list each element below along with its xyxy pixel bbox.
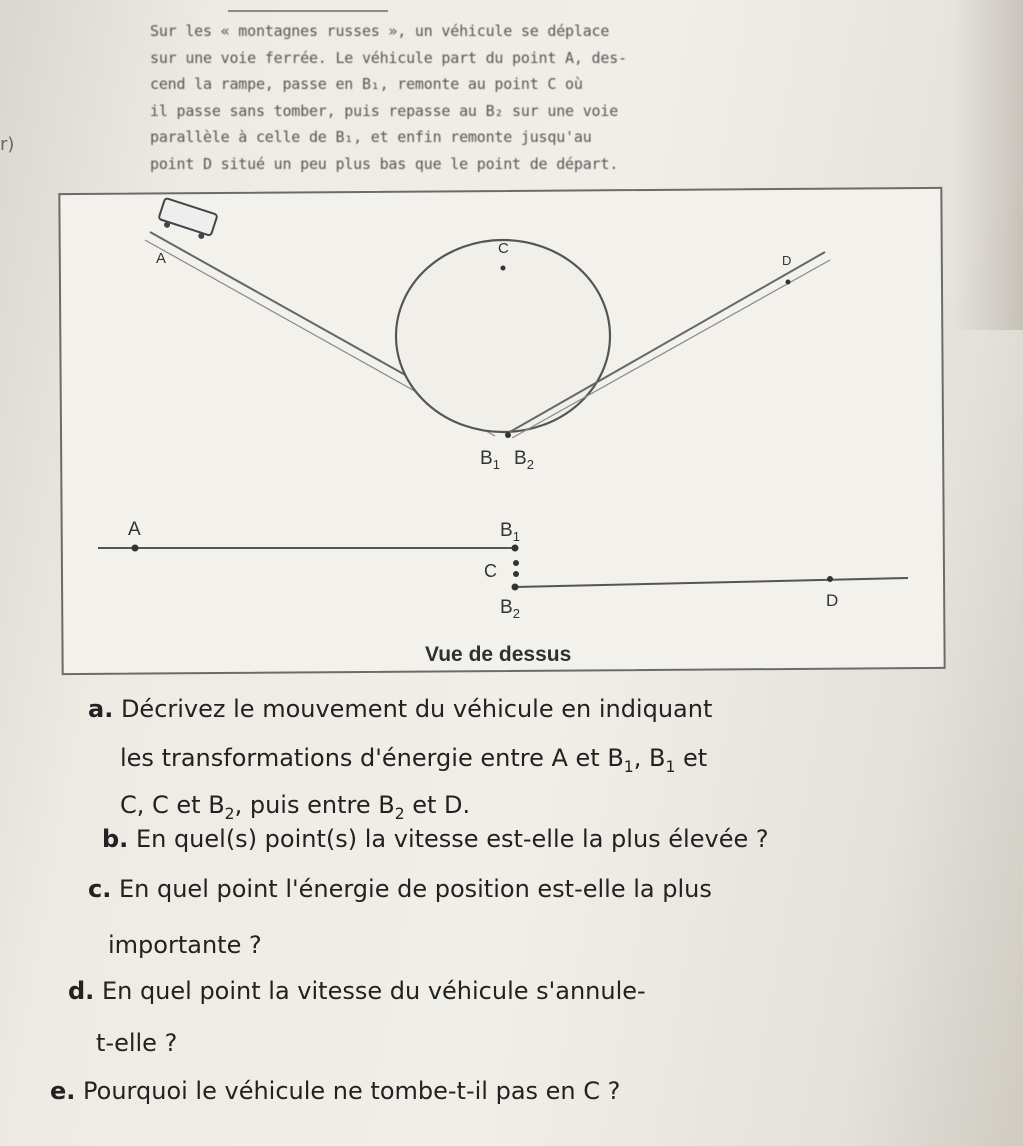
label-A-top: A bbox=[128, 519, 141, 540]
label-B2-top-sub: 2 bbox=[512, 605, 520, 621]
label-B1-letter: B bbox=[480, 448, 493, 469]
label-A-side: A bbox=[156, 250, 167, 267]
question-b-text: En quel(s) point(s) la vitesse est-elle la plus élevée ? bbox=[135, 825, 769, 853]
intro-line: point D situé un peu plus bas que le point de départ. bbox=[150, 154, 619, 173]
question-b-letter: b. bbox=[102, 825, 129, 853]
question-a-text3-post: et D. bbox=[404, 791, 471, 819]
question-c-line2: importante ? bbox=[108, 931, 262, 959]
label-C-side: C bbox=[498, 240, 509, 257]
intro-line: il passe sans tomber, puis repasse au B₂ sur une voie bbox=[150, 101, 619, 120]
top-rule bbox=[228, 10, 388, 12]
intro-line: parallèle à celle de B₁, et enfin remonte jusqu'au bbox=[150, 128, 592, 146]
question-a-text1: Décrivez le mouvement du véhicule en indiquant bbox=[120, 695, 713, 723]
question-a-text2-mid: , B bbox=[633, 744, 666, 772]
label-B2-side bbox=[514, 448, 534, 472]
top-view-D-dot bbox=[827, 576, 833, 582]
point-C-dot bbox=[501, 266, 506, 271]
question-a-line3 bbox=[120, 791, 470, 823]
intro-paragraph bbox=[150, 18, 860, 177]
question-a-text3-pre: C, C et B bbox=[120, 791, 225, 819]
label-B2-top-letter: B bbox=[500, 597, 513, 618]
question-a-text2-sub2: 1 bbox=[665, 757, 676, 776]
label-D-side: D bbox=[782, 253, 792, 268]
question-a-text3-sub1: 2 bbox=[224, 804, 235, 823]
question-a-text3-mid: , puis entre B bbox=[234, 791, 395, 819]
question-d-text1: En quel point la vitesse du véhicule s'annule- bbox=[101, 977, 646, 1005]
intro-line: Sur les « montagnes russes », un véhicule se déplace bbox=[150, 22, 610, 40]
page-edge-shadow bbox=[953, 0, 1023, 330]
intro-line: sur une voie ferrée. Le véhicule part du point A, des- bbox=[150, 48, 627, 67]
question-a-line1 bbox=[88, 695, 712, 723]
label-B1-top bbox=[500, 520, 520, 544]
figure-caption: Vue de dessus bbox=[425, 643, 572, 666]
question-a-text2-pre: les transformations d'énergie entre A et B bbox=[120, 744, 624, 772]
question-c-text1: En quel point l'énergie de position est-elle la plus bbox=[118, 875, 712, 903]
margin-mark: r) bbox=[0, 134, 15, 155]
label-C-top: C bbox=[484, 561, 497, 581]
question-c-letter: c. bbox=[88, 875, 112, 903]
point-B-dot bbox=[505, 432, 511, 438]
question-d-letter: d. bbox=[68, 977, 95, 1005]
top-view-track-D bbox=[515, 578, 908, 587]
label-B1-top-letter: B bbox=[500, 520, 513, 541]
question-a-line2 bbox=[120, 744, 707, 776]
label-B1-side bbox=[480, 448, 500, 472]
label-D-top: D bbox=[826, 591, 839, 610]
label-B1-top-sub: 1 bbox=[512, 528, 520, 544]
question-a-text3-sub2: 2 bbox=[394, 804, 405, 823]
point-D-dot bbox=[786, 280, 791, 285]
question-e-text: Pourquoi le véhicule ne tombe-t-il pas en C ? bbox=[83, 1077, 621, 1105]
question-e-letter: e. bbox=[50, 1077, 76, 1105]
top-view-C-dot-upper bbox=[513, 560, 519, 566]
label-B1-sub: 1 bbox=[492, 456, 500, 472]
question-e bbox=[50, 1077, 620, 1105]
question-a-text2-sub1: 1 bbox=[623, 757, 634, 776]
question-c-line1 bbox=[88, 875, 712, 903]
question-b bbox=[102, 825, 769, 853]
label-B2-top bbox=[500, 597, 520, 621]
question-a-text2-post: et bbox=[675, 744, 708, 772]
top-view-A-dot bbox=[132, 545, 139, 552]
question-d-line1 bbox=[68, 977, 646, 1005]
top-view-B2-dot bbox=[512, 584, 519, 591]
label-B2-letter: B bbox=[514, 448, 527, 469]
cart-icon bbox=[157, 198, 218, 242]
label-B2-sub: 2 bbox=[526, 456, 534, 472]
intro-line: cend la rampe, passe en B₁, remonte au point C où bbox=[150, 75, 583, 93]
question-d-line2: t-elle ? bbox=[96, 1029, 178, 1057]
top-view-B1-dot bbox=[512, 545, 519, 552]
question-a-letter: a. bbox=[88, 695, 114, 723]
top-view-C-dot-lower bbox=[513, 571, 519, 577]
